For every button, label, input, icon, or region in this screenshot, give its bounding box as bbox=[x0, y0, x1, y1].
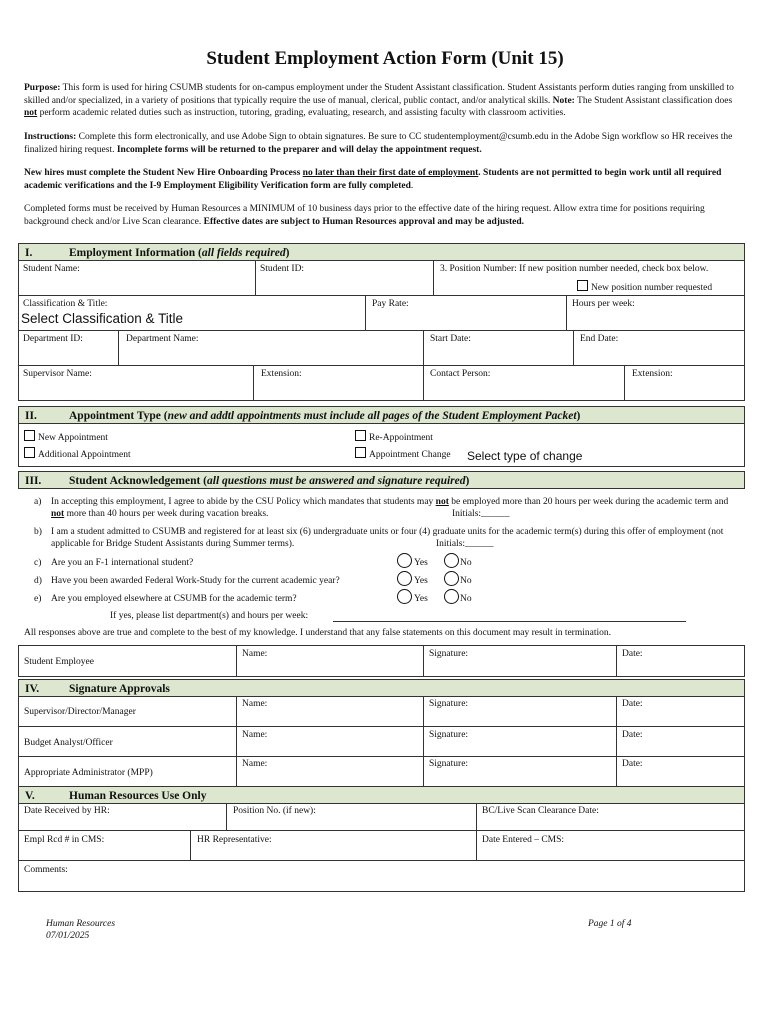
section-4-header bbox=[18, 679, 745, 697]
pay-rate-field[interactable]: Pay Rate: bbox=[372, 299, 409, 309]
completed-paragraph bbox=[24, 203, 746, 228]
budget-analyst-label: Budget Analyst/Officer bbox=[24, 738, 113, 748]
section-1-title: Employment Information ( bbox=[69, 247, 202, 259]
item-b-label: b) bbox=[34, 527, 42, 537]
col-divider bbox=[616, 645, 617, 677]
appointment-change-checkbox[interactable] bbox=[355, 447, 366, 458]
position-number-field[interactable]: 3. Position Number: If new position number needed, check box below. bbox=[440, 264, 709, 274]
change-type-select[interactable]: Select type of change bbox=[467, 449, 583, 463]
department-id-field[interactable]: Department ID: bbox=[23, 334, 83, 344]
purpose-text-2: The Student Assistant classification does bbox=[574, 95, 733, 106]
instructions-text: Complete this form electronically, and use Adobe Sign to obtain signatures. Be sure to CC studentemployment@csumb.edu in the Adobe Sign workflow so HR receives the finalized hiring request. bbox=[24, 132, 733, 155]
item-a-text-3: more than 40 hours per week during vacation breaks. bbox=[64, 509, 269, 519]
col-divider bbox=[423, 365, 424, 401]
col-divider bbox=[573, 330, 574, 365]
section-1-number: I. bbox=[25, 247, 33, 259]
bc-live-scan-field[interactable]: BC/Live Scan Clearance Date: bbox=[482, 806, 599, 816]
re-appointment-label: Re-Appointment bbox=[369, 433, 433, 443]
new-position-checkbox-row[interactable] bbox=[577, 280, 712, 294]
footer-page-number: Page 1 of 4 bbox=[588, 919, 632, 929]
budget-date-field[interactable]: Date: bbox=[622, 730, 643, 740]
employed-elsewhere-no-label: No bbox=[460, 594, 472, 604]
new-position-checkbox[interactable] bbox=[577, 280, 588, 291]
f1-yes-label: Yes bbox=[414, 558, 428, 568]
completed-bold: Effective dates are subject to Human Resources approval and may be adjusted. bbox=[203, 216, 524, 227]
col-divider bbox=[433, 260, 434, 295]
supervisor-approval-label: Supervisor/Director/Manager bbox=[24, 707, 136, 717]
purpose-label: Purpose: bbox=[24, 83, 61, 93]
date-received-field[interactable]: Date Received by HR: bbox=[24, 806, 110, 816]
initials-a-field[interactable]: Initials:______ bbox=[452, 509, 510, 519]
footer-date: 07/01/2025 bbox=[46, 931, 90, 941]
row-divider bbox=[18, 295, 745, 296]
col-divider bbox=[566, 295, 567, 330]
contact-person-field[interactable]: Contact Person: bbox=[430, 369, 491, 379]
admin-name-field[interactable]: Name: bbox=[242, 759, 268, 769]
new-hires-paragraph bbox=[24, 167, 746, 192]
employed-elsewhere-no-radio[interactable] bbox=[444, 589, 459, 604]
end-date-field[interactable]: End Date: bbox=[580, 334, 619, 344]
additional-appointment-checkbox[interactable] bbox=[24, 447, 35, 458]
initials-b-field[interactable]: Initials:______ bbox=[436, 539, 494, 549]
re-appointment-checkbox[interactable] bbox=[355, 430, 366, 441]
empl-rcd-field[interactable]: Empl Rcd # in CMS: bbox=[24, 835, 105, 845]
section-1-italic: all fields required bbox=[201, 247, 286, 259]
col-divider bbox=[624, 365, 625, 401]
note-label: Note: bbox=[552, 95, 575, 106]
section-4-number: IV. bbox=[25, 683, 40, 695]
employed-elsewhere-yes-radio[interactable] bbox=[397, 589, 412, 604]
col-divider bbox=[253, 365, 254, 401]
re-appointment-option[interactable] bbox=[355, 430, 433, 444]
section-2-italic: new and addtl appointments must include all pages of the Student Employment Packet bbox=[167, 410, 577, 422]
classification-select[interactable]: Select Classification & Title bbox=[21, 311, 184, 326]
work-study-yes-label: Yes bbox=[414, 576, 428, 586]
col-divider bbox=[365, 295, 366, 330]
section-2-title: Appointment Type ( bbox=[69, 410, 168, 422]
item-a-text bbox=[51, 496, 741, 520]
admin-date-field[interactable]: Date: bbox=[622, 759, 643, 769]
classification-label: Classification & Title: bbox=[23, 299, 108, 309]
new-appointment-label: New Appointment bbox=[38, 433, 108, 443]
f1-no-label: No bbox=[460, 558, 472, 568]
new-hires-underline: no later than their first date of employment bbox=[302, 168, 479, 178]
col-divider bbox=[255, 260, 256, 295]
section-3-title: Student Acknowledgement ( bbox=[69, 475, 208, 487]
item-c-text: Are you an F-1 international student? bbox=[51, 558, 194, 568]
purpose-paragraph bbox=[24, 82, 746, 120]
row-divider bbox=[18, 830, 745, 831]
student-name-field[interactable]: Student Name: bbox=[23, 264, 80, 274]
new-hires-end: . bbox=[410, 180, 414, 191]
supervisor-date-field[interactable]: Date: bbox=[622, 699, 643, 709]
budget-signature-field[interactable]: Signature: bbox=[429, 730, 469, 740]
attestation-text: All responses above are true and complete to the best of my knowledge. I understand that any false statements on this document may result in termination. bbox=[24, 628, 611, 638]
list-department-label: If yes, please list department(s) and hours per week: bbox=[110, 611, 309, 621]
footer-left bbox=[46, 918, 115, 942]
appointment-change-option[interactable] bbox=[355, 447, 451, 461]
list-department-input[interactable] bbox=[333, 621, 686, 622]
col-divider bbox=[423, 696, 424, 787]
f1-yes-radio[interactable] bbox=[397, 553, 412, 568]
section-3-italic: all questions must be answered and signature required bbox=[207, 475, 466, 487]
section-5-title: Human Resources Use Only bbox=[69, 790, 207, 802]
col-divider bbox=[423, 330, 424, 365]
section-1-close: ) bbox=[285, 247, 290, 259]
row-divider bbox=[18, 726, 745, 727]
col-divider bbox=[616, 696, 617, 787]
col-divider bbox=[118, 330, 119, 365]
col-divider bbox=[236, 696, 237, 787]
item-a-not-1: not bbox=[435, 497, 449, 507]
instructions-bold: Incomplete forms will be returned to the preparer and will delay the appointment request. bbox=[116, 144, 482, 155]
section-2-number: II. bbox=[25, 410, 37, 422]
supervisor-signature-field[interactable]: Signature: bbox=[429, 699, 469, 709]
employed-elsewhere-yes-label: Yes bbox=[414, 594, 428, 604]
item-a-label: a) bbox=[34, 497, 42, 507]
section-5-header bbox=[18, 786, 745, 804]
position-no-field[interactable]: Position No. (if new): bbox=[233, 806, 316, 816]
item-a-text-2: be employed more than 20 hours per week during the academic term and bbox=[448, 497, 729, 507]
section-4-title: Signature Approvals bbox=[69, 683, 170, 695]
date-entered-field[interactable]: Date Entered – CMS: bbox=[482, 835, 565, 845]
col-divider bbox=[476, 803, 477, 860]
item-a-text-1: In accepting this employment, I agree to abide by the CSU Policy which mandates that students may bbox=[51, 497, 436, 507]
new-position-label: New position number requested bbox=[591, 283, 713, 293]
work-study-no-label: No bbox=[460, 576, 472, 586]
comments-field[interactable]: Comments: bbox=[24, 865, 68, 875]
new-hires-bold-1: New hires must complete the Student New Hire Onboarding Process bbox=[24, 168, 303, 178]
student-signature-field[interactable]: Signature: bbox=[429, 649, 469, 659]
supervisor-name-field[interactable]: Name: bbox=[242, 699, 268, 709]
section-5-table bbox=[18, 803, 745, 892]
additional-appointment-option[interactable] bbox=[24, 447, 131, 461]
purpose-text-1: This form is used for hiring CSUMB students for on-campus employment under the Student Assistant classification. Student Assistants perform duties ranging from unskilled to skilled and/or specialized, in a variety of positions that typically require the use of manual, clerical, public contact, and/or analytical skills. bbox=[24, 83, 734, 106]
item-d-text: Have you been awarded Federal Work-Study for the current academic year? bbox=[51, 576, 340, 586]
col-divider bbox=[226, 803, 227, 830]
appointment-change-label: Appointment Change bbox=[369, 450, 451, 460]
row-divider bbox=[18, 365, 745, 366]
new-appointment-checkbox[interactable] bbox=[24, 430, 35, 441]
col-divider bbox=[423, 645, 424, 677]
new-hires-bold-2: . Students are not permitted to begin work until all required academic verifications and the I-9 Employment Eligibility Verification form are fully completed bbox=[24, 168, 722, 191]
section-2-header bbox=[18, 406, 745, 424]
row-divider bbox=[18, 860, 745, 861]
budget-name-field[interactable]: Name: bbox=[242, 730, 268, 740]
additional-appointment-label: Additional Appointment bbox=[38, 450, 131, 460]
new-appointment-option[interactable] bbox=[24, 430, 108, 444]
admin-signature-field[interactable]: Signature: bbox=[429, 759, 469, 769]
student-id-field[interactable]: Student ID: bbox=[260, 264, 305, 274]
section-1-header bbox=[18, 243, 745, 261]
col-divider bbox=[190, 830, 191, 860]
page-title: Student Employment Action Form (Unit 15) bbox=[206, 48, 564, 69]
footer-department: Human Resources bbox=[46, 919, 116, 929]
section-3-close: ) bbox=[465, 475, 470, 487]
student-date-field[interactable]: Date: bbox=[622, 649, 643, 659]
work-study-yes-radio[interactable] bbox=[397, 571, 412, 586]
contact-extension-field[interactable]: Extension: bbox=[632, 369, 673, 379]
instructions-paragraph bbox=[24, 131, 746, 156]
supervisor-name-field[interactable]: Supervisor Name: bbox=[23, 369, 92, 379]
work-study-no-radio[interactable] bbox=[444, 571, 459, 586]
student-employee-label: Student Employee bbox=[24, 657, 94, 667]
item-e-label: e) bbox=[34, 594, 42, 604]
section-2-close: ) bbox=[576, 410, 581, 422]
item-d-label: d) bbox=[34, 576, 42, 586]
f1-no-radio[interactable] bbox=[444, 553, 459, 568]
start-date-field[interactable]: Start Date: bbox=[430, 334, 471, 344]
completed-text: Completed forms must be received by Human Resources a MINIMUM of 10 business days prior to the effective date of the hiring request. Allow extra time for positions requiring background check and/or Live Scan clearance. bbox=[24, 204, 705, 227]
item-b-text: I am a student admitted to CSUMB and registered for at least six (6) undergraduate units or four (4) graduate units for the academic term(s) during this offer of employment (not applicable for Bridge Student Assistants during Summer terms). bbox=[51, 527, 724, 549]
row-divider bbox=[18, 756, 745, 757]
section-5-number: V. bbox=[25, 790, 35, 802]
department-name-field[interactable]: Department Name: bbox=[126, 334, 199, 344]
purpose-not: not bbox=[24, 108, 38, 118]
instructions-label: Instructions: bbox=[24, 132, 77, 142]
item-c-label: c) bbox=[34, 558, 42, 568]
col-divider bbox=[236, 645, 237, 677]
hr-representative-field[interactable]: HR Representative: bbox=[197, 835, 272, 845]
item-a-not-2: not bbox=[51, 509, 65, 519]
row-divider bbox=[18, 330, 745, 331]
purpose-text-3: perform academic related duties such as instruction, tutoring, grading, evaluating, research, and assisting faculty with classroom activities. bbox=[37, 108, 566, 118]
hours-per-week-field[interactable]: Hours per week: bbox=[572, 299, 635, 309]
student-name-signature-field[interactable]: Name: bbox=[242, 649, 268, 659]
section-3-header bbox=[18, 471, 745, 489]
administrator-label: Appropriate Administrator (MPP) bbox=[24, 768, 153, 778]
supervisor-extension-field[interactable]: Extension: bbox=[261, 369, 302, 379]
section-3-number: III. bbox=[25, 475, 42, 487]
item-e-text: Are you employed elsewhere at CSUMB for the academic term? bbox=[51, 594, 297, 604]
